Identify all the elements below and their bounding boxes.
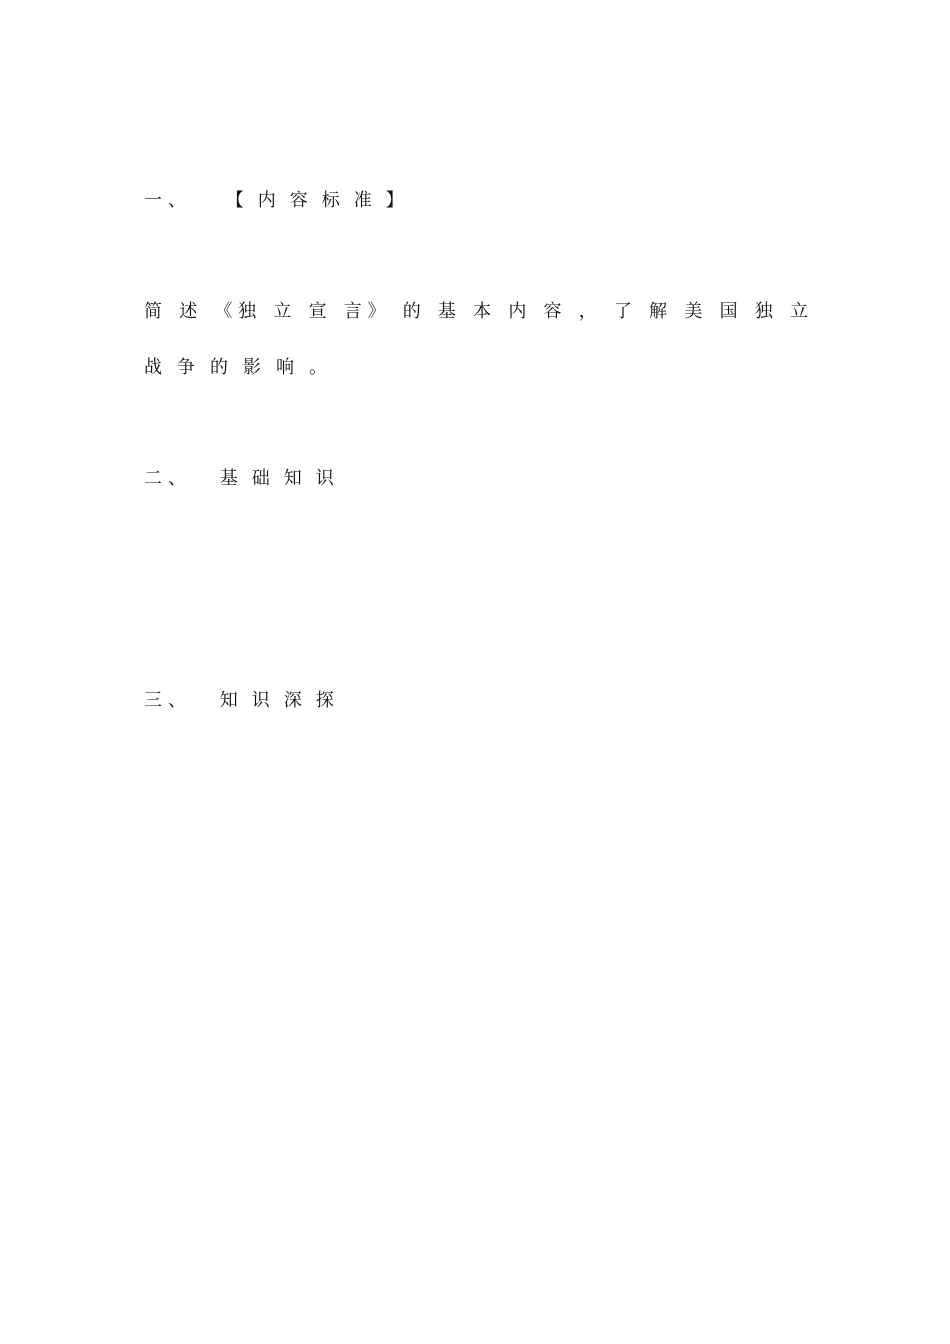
answer-line (144, 1075, 808, 1105)
section-title: 基础知识 (219, 468, 348, 489)
paragraph-line: 战争的影响。 (144, 357, 342, 378)
section-number: 一、 (144, 190, 192, 211)
section-heading-knowledge-deep-dive (144, 686, 808, 716)
section-heading-basic-knowledge (144, 464, 808, 494)
section-number: 二、 (144, 468, 192, 489)
section-title: 知识深探 (219, 690, 348, 711)
question-line (144, 853, 808, 883)
section-heading-content-standard (144, 186, 808, 216)
section-title: 【内容标准】 (225, 190, 418, 211)
answer-line (144, 964, 808, 994)
answer-line (144, 1131, 808, 1161)
answer-line (144, 1020, 808, 1050)
paragraph-line: 简 述 《独 立 宣 言》 的 基 本 内 容 ， 了 解 美 国 独 立 (144, 301, 808, 322)
section-number: 三、 (144, 690, 192, 711)
answer-line (144, 1186, 808, 1216)
question-line (144, 797, 808, 827)
